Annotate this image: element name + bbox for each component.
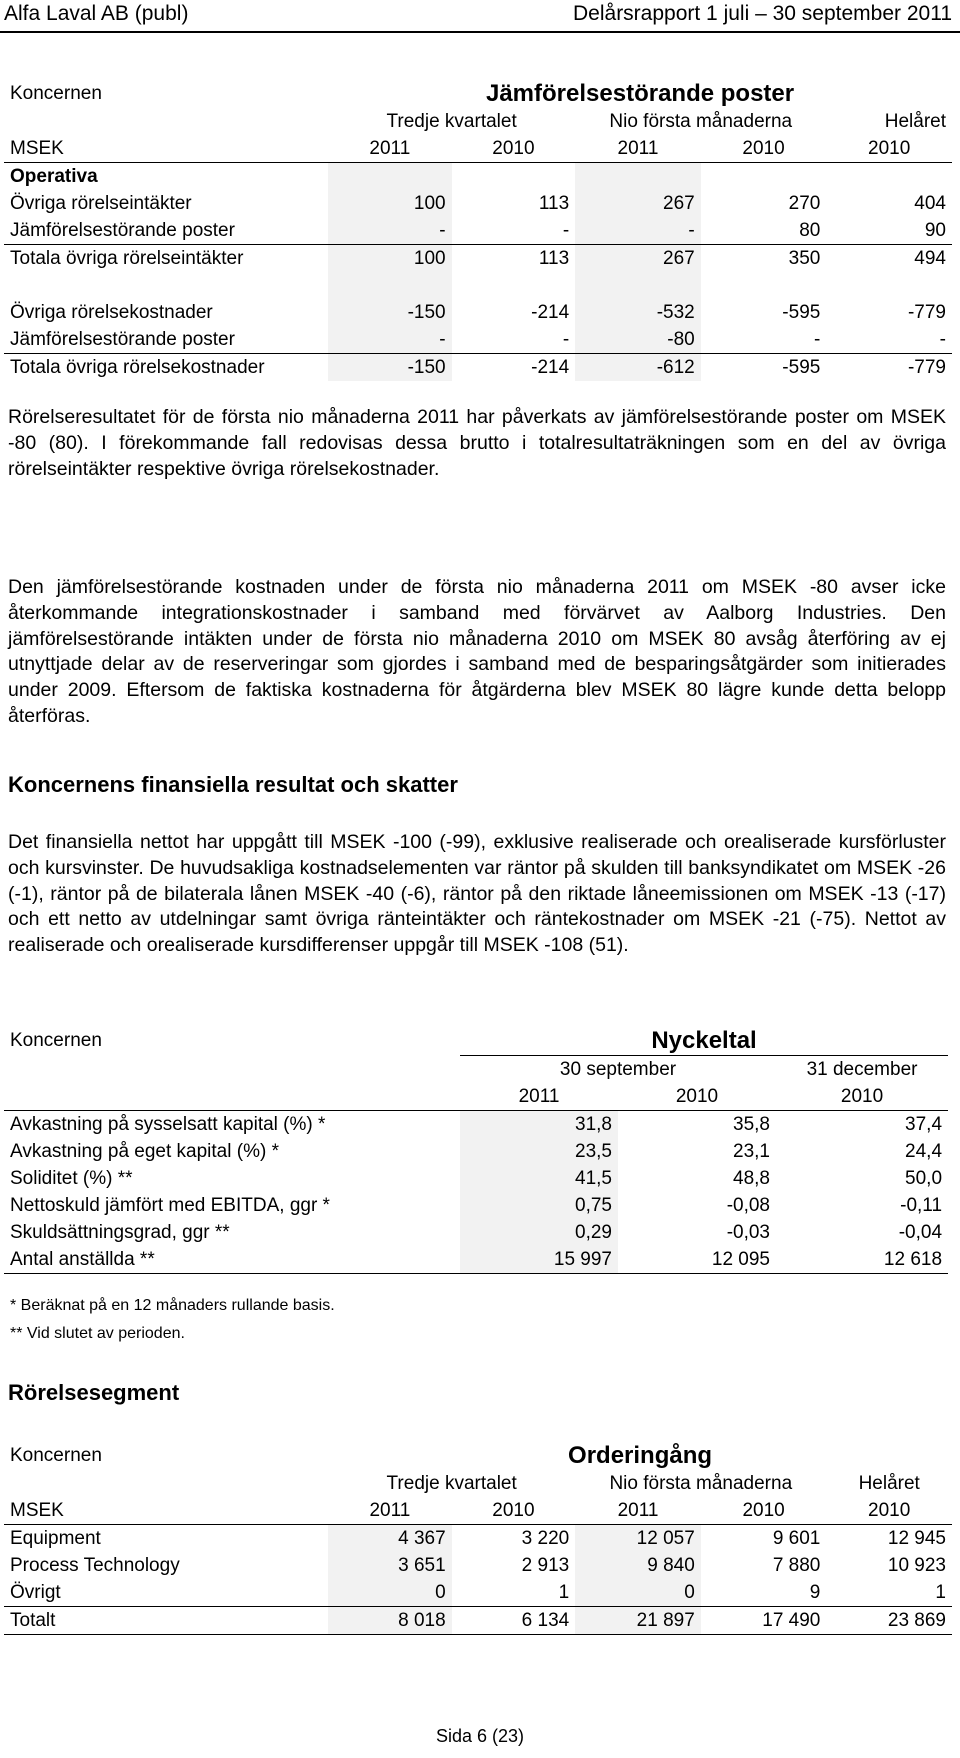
cell: 8 018 bbox=[328, 1607, 452, 1635]
cell: 2 913 bbox=[521, 1554, 570, 1576]
row-label: Övriga rörelsekostnader bbox=[10, 301, 213, 323]
cell: 9 601 bbox=[772, 1527, 821, 1549]
footnote: ** Vid slutet av perioden. bbox=[10, 1325, 185, 1342]
cell: 12 618 bbox=[776, 1246, 948, 1274]
row-label: Jämförelsestörande poster bbox=[4, 217, 328, 245]
table-row bbox=[4, 1525, 952, 1553]
cell: 404 bbox=[914, 192, 946, 214]
cell: -779 bbox=[907, 301, 946, 323]
table-row bbox=[4, 1219, 948, 1246]
cell: 48,8 bbox=[733, 1167, 770, 1189]
cell: 23 869 bbox=[826, 1607, 952, 1635]
row-label: Soliditet (%) ** bbox=[10, 1167, 133, 1189]
table-title: Orderingång bbox=[568, 1442, 713, 1469]
cell: 267 bbox=[575, 245, 701, 273]
header-divider bbox=[0, 31, 960, 33]
unit-label: MSEK bbox=[4, 135, 328, 163]
year-header: 2011 bbox=[328, 1497, 452, 1525]
cell: 23,1 bbox=[733, 1140, 770, 1162]
cell: -150 bbox=[328, 299, 452, 326]
table-title: Nyckeltal bbox=[460, 1027, 948, 1056]
cell: 267 bbox=[575, 190, 701, 217]
cell: - bbox=[701, 326, 827, 354]
cell: -612 bbox=[575, 354, 701, 382]
cell: - bbox=[452, 326, 576, 354]
cell: 24,4 bbox=[905, 1140, 943, 1162]
company-name: Alfa Laval AB (publ) bbox=[4, 2, 189, 25]
cell: -0,04 bbox=[898, 1221, 943, 1243]
cell: 35,8 bbox=[733, 1113, 770, 1135]
cell: 350 bbox=[788, 247, 821, 269]
section-label: Operativa bbox=[10, 165, 98, 187]
group-header: Nio första månaderna bbox=[609, 1472, 793, 1494]
row-label: Equipment bbox=[10, 1527, 101, 1549]
year-header: 2010 bbox=[701, 135, 827, 163]
cell: 31,8 bbox=[460, 1111, 618, 1139]
row-label: Process Technology bbox=[10, 1554, 180, 1576]
paragraph: Det finansiella nettot har uppgått till MSEK -100 (-99), exklusive realiserade och orealiserade kursförluster och kursvinster. De huvudsakliga kostnadselementen var räntor på skulden till banksyndikatet om MSEK -26 (-1), räntor på de bilaterala lånen MSEK -40 (-6), räntor på den riktade låneemissionen om MSEK -13 (-17) och ett netto av utdelningar samt övriga ränteintäkter och räntekostnader om MSEK -21 (-75). Nettot av realiserade och orealiserade kursdifferenser uppgår till MSEK -108 (51). bbox=[8, 831, 946, 957]
cell: 80 bbox=[701, 217, 827, 245]
group-header: Nio första månaderna bbox=[609, 110, 793, 132]
table-row bbox=[4, 245, 952, 273]
cell: 3 651 bbox=[328, 1552, 452, 1579]
table-row bbox=[4, 1579, 952, 1607]
cell: -214 bbox=[531, 356, 570, 378]
cell: 113 bbox=[538, 192, 570, 214]
cell: 41,5 bbox=[460, 1165, 618, 1192]
cell: 1 bbox=[452, 1579, 576, 1607]
group-header: Helåret bbox=[884, 110, 946, 132]
table-row bbox=[4, 1138, 948, 1165]
cell: 100 bbox=[328, 190, 452, 217]
table-row bbox=[4, 1165, 948, 1192]
row-label: Antal anställda ** bbox=[4, 1246, 460, 1274]
report-title: Delårsrapport 1 juli – 30 september 2011 bbox=[573, 2, 952, 25]
row-label: Jämförelsestörande poster bbox=[4, 326, 328, 354]
year-header: 2010 bbox=[776, 1083, 948, 1111]
table-row bbox=[4, 1246, 948, 1274]
cell: 9 bbox=[701, 1579, 827, 1607]
table-title: Jämförelsestörande poster bbox=[485, 80, 795, 107]
group-header: 31 december bbox=[806, 1058, 918, 1080]
cell: 50,0 bbox=[905, 1167, 943, 1189]
group-header: Tredje kvartalet bbox=[386, 110, 517, 132]
group-header: Tredje kvartalet bbox=[386, 1472, 517, 1494]
paragraph: Den jämförelsestörande kostnaden under de första nio månaderna 2011 om MSEK -80 avser icke återkommande integrationskostnader i samband med förvärvet av Aalborg Industries. Den jämförelsestörande intäkten under de första nio månaderna 2010 om MSEK 80 avsåg återföring av ej utnyttjade delar av de reserveringar som gjordes i samband med de besparingsåtgärder som initierades under 2009. Eftersom de faktiska kostnaderna för åtgärderna blev MSEK 80 lägre kunde detta belopp återföras. bbox=[8, 576, 946, 727]
cell: 12 095 bbox=[618, 1246, 776, 1274]
cell: 12 057 bbox=[575, 1525, 701, 1553]
cell: 113 bbox=[538, 247, 570, 269]
unit-label: MSEK bbox=[4, 1497, 328, 1525]
cell: -0,08 bbox=[726, 1194, 770, 1216]
cell: - bbox=[826, 326, 952, 354]
year-header: 2010 bbox=[452, 135, 576, 163]
cell: 6 134 bbox=[452, 1607, 576, 1635]
group-header: Helåret bbox=[858, 1472, 920, 1494]
table-comparison-items bbox=[4, 80, 952, 381]
cell: 0 bbox=[328, 1579, 452, 1607]
table-row bbox=[4, 217, 952, 245]
cell: -150 bbox=[328, 354, 452, 382]
year-header: 2010 bbox=[618, 1083, 776, 1111]
table-row bbox=[4, 1552, 952, 1579]
cell: 100 bbox=[328, 245, 452, 273]
cell: -595 bbox=[782, 301, 821, 323]
cell: 3 220 bbox=[521, 1527, 570, 1549]
cell: 0,75 bbox=[460, 1192, 618, 1219]
table-row bbox=[4, 1607, 952, 1635]
cell: - bbox=[328, 217, 452, 245]
cell: 37,4 bbox=[905, 1113, 943, 1135]
row-label: Övriga rörelseintäkter bbox=[10, 192, 192, 214]
table-row bbox=[4, 1111, 948, 1139]
cell: -80 bbox=[575, 326, 701, 354]
cell: 12 945 bbox=[887, 1527, 946, 1549]
year-header: 2011 bbox=[328, 135, 452, 163]
page-header bbox=[0, 0, 960, 34]
paragraph: Rörelseresultatet för de första nio månaderna 2011 har påverkats av jämförelsestörande poster om MSEK -80 (80). I förekommande fall redovisas dessa brutto i totalresultaträkningen som en del av övriga rörelseintäkter respektive övriga rörelsekostnader. bbox=[8, 406, 946, 480]
cell: -532 bbox=[575, 299, 701, 326]
cell: 23,5 bbox=[460, 1138, 618, 1165]
group-header: 30 september bbox=[559, 1058, 677, 1080]
cell: 270 bbox=[788, 192, 821, 214]
table-corner-label: Koncernen bbox=[10, 1030, 102, 1052]
cell: -779 bbox=[907, 356, 946, 378]
row-label: Totala övriga rörelseintäkter bbox=[10, 247, 244, 269]
table-key-figures bbox=[4, 1027, 948, 1274]
table-row bbox=[4, 354, 952, 382]
cell: 10 923 bbox=[887, 1554, 946, 1576]
cell: - bbox=[452, 217, 576, 245]
cell: 21 897 bbox=[575, 1607, 701, 1635]
row-label: Övrigt bbox=[4, 1579, 328, 1607]
table-row bbox=[4, 326, 952, 354]
table-row bbox=[4, 190, 952, 217]
cell: -214 bbox=[531, 301, 570, 323]
footnote: * Beräknat på en 12 månaders rullande basis. bbox=[10, 1297, 335, 1314]
section-heading: Rörelsesegment bbox=[8, 1380, 180, 1405]
cell: 9 840 bbox=[575, 1552, 701, 1579]
year-header: 2010 bbox=[826, 135, 952, 163]
cell: 7 880 bbox=[772, 1554, 821, 1576]
year-header: 2010 bbox=[452, 1497, 576, 1525]
row-label: Nettoskuld jämfört med EBITDA, ggr * bbox=[10, 1194, 330, 1216]
table-corner-label: Koncernen bbox=[10, 1445, 102, 1466]
section-heading: Koncernens finansiella resultat och skatter bbox=[8, 772, 458, 797]
cell: 0 bbox=[575, 1579, 701, 1607]
year-header: 2011 bbox=[460, 1083, 618, 1111]
cell: 4 367 bbox=[328, 1525, 452, 1553]
cell: - bbox=[575, 217, 701, 245]
cell: 494 bbox=[914, 247, 946, 269]
year-header: 2010 bbox=[701, 1497, 827, 1525]
table-row bbox=[4, 1192, 948, 1219]
cell: -0,11 bbox=[900, 1194, 943, 1216]
cell: 90 bbox=[826, 217, 952, 245]
cell: - bbox=[328, 326, 452, 354]
cell: 15 997 bbox=[460, 1246, 618, 1274]
year-header: 2010 bbox=[826, 1497, 952, 1525]
row-label: Skuldsättningsgrad, ggr ** bbox=[10, 1221, 230, 1243]
year-header: 2011 bbox=[575, 1497, 701, 1525]
table-row bbox=[4, 299, 952, 326]
year-header: 2011 bbox=[575, 135, 701, 163]
cell: -0,03 bbox=[726, 1221, 770, 1243]
cell: -595 bbox=[782, 356, 821, 378]
row-label: Totalt bbox=[4, 1607, 328, 1635]
cell: 1 bbox=[826, 1579, 952, 1607]
row-label: Avkastning på eget kapital (%) * bbox=[10, 1140, 279, 1162]
row-label: Totala övriga rörelsekostnader bbox=[10, 356, 265, 378]
row-label: Avkastning på sysselsatt kapital (%) * bbox=[10, 1113, 326, 1135]
page-number: Sida 6 (23) bbox=[435, 1726, 525, 1746]
table-corner-label: Koncernen bbox=[10, 83, 102, 104]
table-order-intake bbox=[4, 1442, 952, 1635]
cell: 17 490 bbox=[701, 1607, 827, 1635]
cell: 0,29 bbox=[460, 1219, 618, 1246]
